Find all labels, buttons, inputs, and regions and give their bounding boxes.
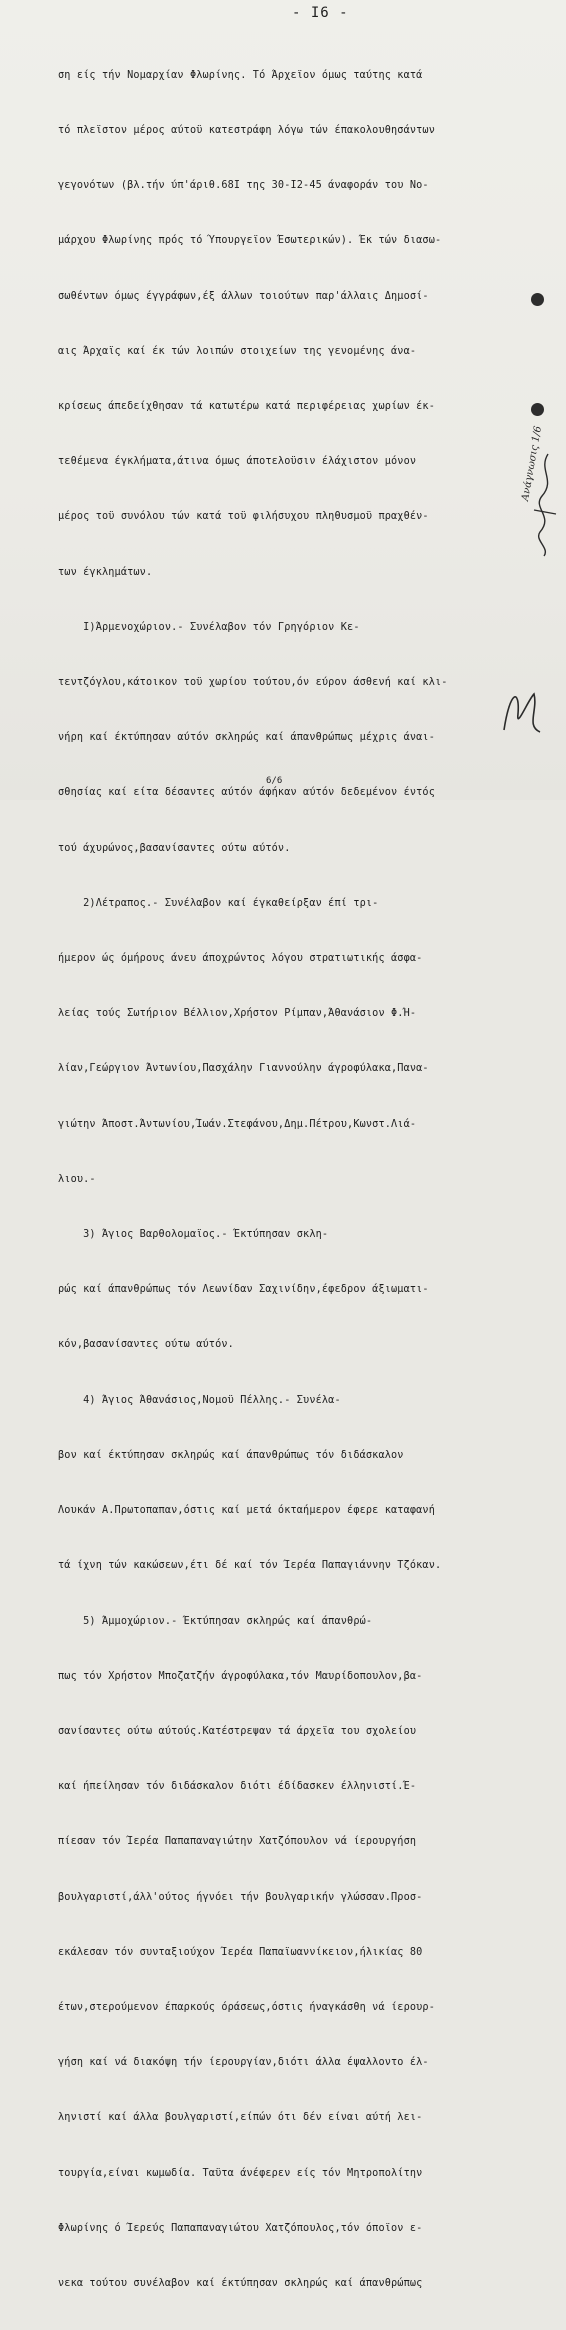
text-line: σθησίας καί είτα δέσαντες αύτόν άφήκαν αύτόν δεδεμένον έντός [58,787,436,799]
body-text [58,30,538,2330]
text-line: γεγονότων (βλ.τήν ύπ'άριθ.68I της 30-I2-45 άναφοράν του Νο- [58,180,429,192]
text-line: 3) Άγιος Βαρθολομαϊος.- Έκτύπησαν σκλη- [58,1229,329,1241]
text-line: των έγκλημάτων. [58,566,153,578]
text-line: Φλωρίνης ό Ίερεύς Παπαπαναγιώτου Χατζόπουλος,τόν όποϊον ε- [58,2222,423,2234]
text-line: λίαν,Γεώργιον Άντωνίου,Πασχάλην Γιαννούλην άγροφύλακα,Πανα- [58,1063,429,1075]
text-line: πως τόν Χρήστον Μποζατζήν άγροφύλακα,τόν Μαυρίδοπουλον,βα- [58,1670,423,1682]
punch-hole [531,293,544,306]
text-line: τού άχυρώνος,βασανίσαντες ούτω αύτόν. [58,842,291,854]
text-line: έτων,στερούμενον έπαρκούς όράσεως,όστις ήναγκάσθη νά ίερουρ- [58,2001,436,2013]
text-line: καί ήπείλησαν τόν διδάσκαλον διότι έδίδασκεν έλληνιστί.Έ- [58,1781,417,1793]
text-line: σωθέντων όμως έγγράφων,έξ άλλων τοιούτων παρ'άλλαις Δημοσί- [58,290,429,302]
text-line: πίεσαν τόν Ίερέα Παπαπαναγιώτην Χατζόπουλον νά ίερουργήση [58,1836,417,1848]
text-line: τό πλεϊστον μέρος αύτοϋ κατεστράφη λόγω τών έπακολουθησάντων [58,125,436,137]
text-line: τεντζόγλου,κάτοικον τοϋ χωρίου τούτου,όν εύρον άσθενή καί κλι- [58,677,448,689]
text-line: τεθέμενα έγκλήματα,άτινα όμως άποτελοϋσιν έλάχιστον μόνον [58,456,417,468]
text-line: τουργία,είναι κωμωδία. Ταϋτα άνέφερεν είς τόν Μητροπολίτην [58,2167,423,2179]
text-line: μάρχου Φλωρίνης πρός τό Ύπουργεϊον Έσωτερικών). Έκ τών διασω- [58,235,442,247]
text-line: ληνιστί καί άλλα βουλγαριστί,είπών ότι δέν είναι αύτή λει- [58,2112,423,2124]
punch-hole [531,403,544,416]
text-line: Λουκάν Α.Πρωτοπαπαν,όστις καί μετά όκταήμερον έφερε καταφανή [58,1505,436,1517]
text-line: τά ίχνη τών κακώσεων,έτι δέ καί τόν Ίερέα Παπαγιάννην Τζόκαν. [58,1560,442,1572]
text-line: σανίσαντες ούτω αύτούς.Κατέστρεψαν τά άρχεϊα του σχολείου [58,1725,417,1737]
text-line: βον καί έκτύπησαν σκληρώς καί άπανθρώπως τόν διδάσκαλον [58,1449,404,1461]
handwritten-signature-icon [528,450,562,560]
text-line: μέρος τοϋ συνόλου τών κατά τοϋ φιλήσυχου πληθυσμοϋ πραχθέν- [58,511,429,523]
text-line: λιου.- [58,1173,96,1185]
footer-mark: 6/6 [266,776,283,786]
text-line: αις Άρχαϊς καί έκ τών λοιπών στοιχείων της γενομένης άνα- [58,345,417,357]
text-line: νεκα τούτου συνέλαβον καί έκτύπησαν σκληρώς καί άπανθρώπως [58,2277,423,2289]
handwritten-margin-note: Ανάγνωσις 1/6 [520,425,545,502]
text-line: I)Άρμενοχώριον.- Συνέλαβον τόν Γρηγόριον Κε- [58,621,360,633]
text-line: εκάλεσαν τόν συνταξιούχον Ίερέα Παπαϊωαννίκειον,ήλικίας 80 [58,1946,423,1958]
text-line: γήση καί νά διακόψη τήν ίερουργίαν,διότι άλλα έψαλλοντο έλ- [58,2057,429,2069]
text-line: ρώς καί άπανθρώπως τόν Λεωνίδαν Σαχινίδην,έφεδρον άξιωματι- [58,1284,429,1296]
text-line: ήμερον ώς όμήρους άνευ άποχρώντος λόγου στρατιωτικής άσφα- [58,953,423,965]
text-line: ση είς τήν Νομαρχίαν Φλωρίνης. Τό Άρχεϊον όμως ταύτης κατά [58,69,423,81]
text-line: νήρη καί έκτύπησαν αύτόν σκληρώς καί άπανθρώπως μέχρις άναι- [58,732,436,744]
text-line: κρίσεως άπεδείχθησαν τά κατωτέρω κατά περιφέρειας χωρίων έκ- [58,401,436,413]
handwritten-initials-icon [496,680,546,740]
text-line: βουλγαριστί,άλλ'ούτος ήγνόει τήν βουλγαρικήν γλώσσαν.Προσ- [58,1891,423,1903]
text-line: 5) Άμμοχώριον.- Έκτύπησαν σκληρώς καί άπανθρώ- [58,1615,373,1627]
text-line: 2)Λέτραπος.- Συνέλαβον καί έγκαθείρξαν έπί τρι- [58,897,379,909]
text-line: λείας τούς Σωτήριον Βέλλιον,Χρήστον Ρίμπαν,Άθανάσιον Φ.Ή- [58,1008,417,1020]
text-line: γιώτην Άποστ.Άντωνίου,Ίωάν.Στεφάνου,Δημ.Πέτρου,Κωνστ.Λιά- [58,1118,417,1130]
text-line: 4) Άγιος Άθανάσιος,Νομοϋ Πέλλης.- Συνέλα- [58,1394,341,1406]
page-number: - I6 - [292,5,349,21]
text-line: κόν,βασανίσαντες ούτω αύτόν. [58,1339,234,1351]
